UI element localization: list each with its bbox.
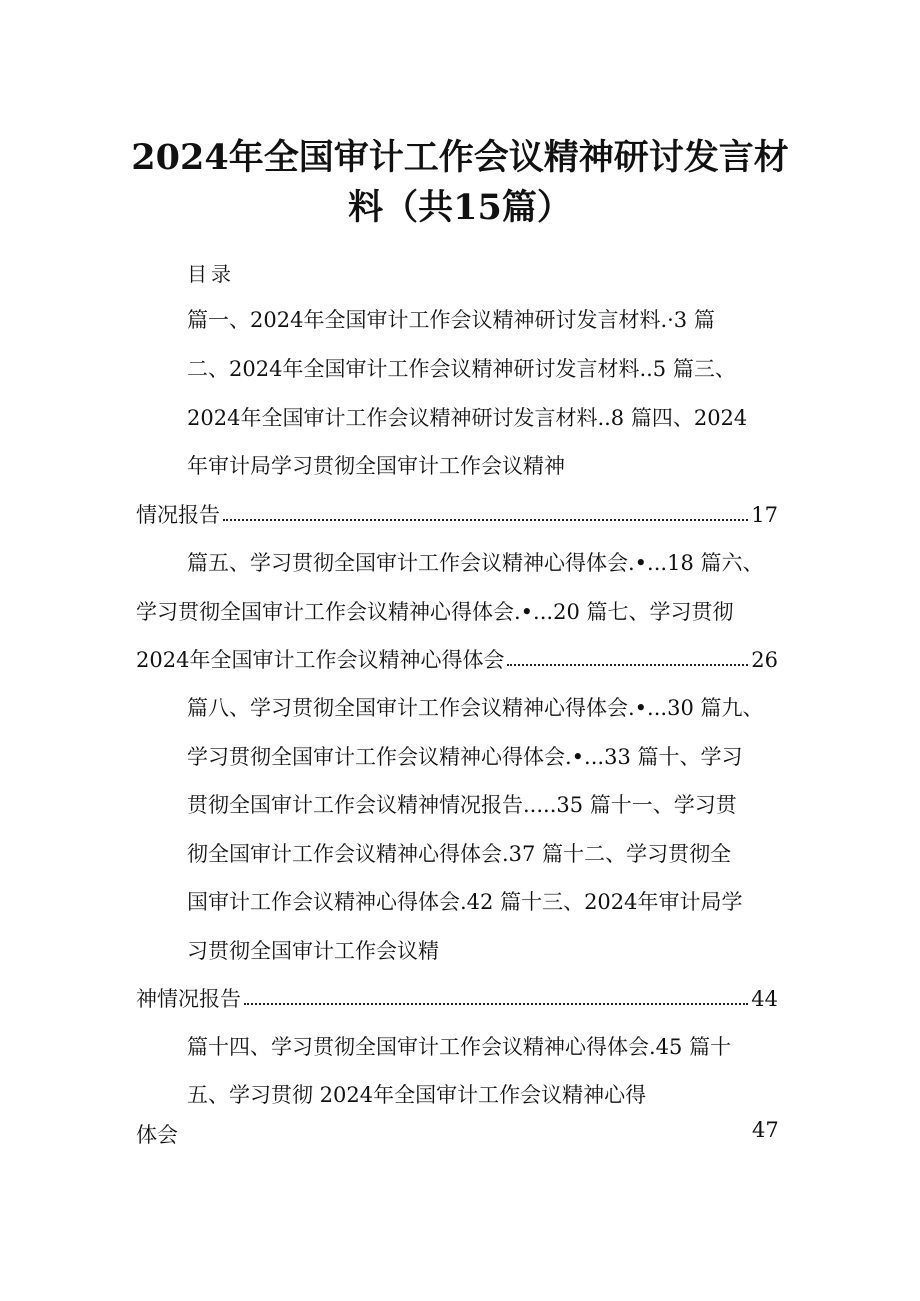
dot-leader (507, 646, 748, 666)
document-title-line-2: 料（共15篇） (348, 187, 572, 228)
document-title-line-1: 2024年全国审计工作会议精神研讨发言材 (131, 137, 789, 178)
toc-line: 篇五、学习贯彻全国审计工作会议精神心得体会.•...18 篇六、 (187, 551, 764, 575)
toc-page-number: 47 (752, 1118, 779, 1142)
toc-line: 国审计工作会议精神心得体会.42 篇十三、2024年审计局学 (187, 890, 743, 914)
toc-line: 习贯彻全国审计工作会议精 (187, 939, 439, 963)
toc-page-number: 44 (751, 987, 778, 1011)
toc-line: 篇一、2024年全国审计工作会议精神研讨发言材料.·3 篇 (187, 308, 715, 332)
toc-entry-text: 2024年全国审计工作会议精神心得体会 (136, 648, 505, 672)
toc-line: 学习贯彻全国审计工作会议精神心得体会.•...20 篇七、学习贯彻 (136, 600, 734, 624)
toc-leader-entry (136, 646, 778, 674)
toc-entry-text: 神情况报告 (136, 987, 241, 1011)
toc-leader-entry (136, 501, 778, 529)
toc-line: 学习贯彻全国审计工作会议精神心得体会.•...33 篇十、学习 (187, 745, 743, 769)
toc-line: 篇八、学习贯彻全国审计工作会议精神心得体会.•...30 篇九、 (187, 696, 764, 720)
toc-leader-entry (136, 985, 778, 1013)
toc-line: 年审计局学习贯彻全国审计工作会议精神 (187, 454, 565, 478)
dot-leader (223, 501, 748, 521)
toc-line: 彻全国审计工作会议精神心得体会.37 篇十二、学习贯彻全 (187, 842, 732, 866)
toc-heading: 目录 (187, 262, 235, 286)
dot-leader (244, 985, 748, 1005)
toc-page-number: 17 (751, 503, 778, 527)
toc-entry-text: 体会 (136, 1123, 178, 1147)
toc-line: 贯彻全国审计工作会议精神情况报告.....35 篇十一、学习贯 (187, 793, 737, 817)
toc-line: 五、学习贯彻 2024年全国审计工作会议精神心得 (187, 1083, 647, 1107)
toc-entry-text: 情况报告 (136, 503, 220, 527)
toc-page-number: 26 (751, 648, 778, 672)
toc-line: 2024年全国审计工作会议精神研讨发言材料..8 篇四、2024 (187, 406, 748, 430)
toc-line: 篇十四、学习贯彻全国审计工作会议精神心得体会.45 篇十 (187, 1035, 732, 1059)
toc-line: 二、2024年全国审计工作会议精神研讨发言材料..5 篇三、 (187, 357, 736, 381)
